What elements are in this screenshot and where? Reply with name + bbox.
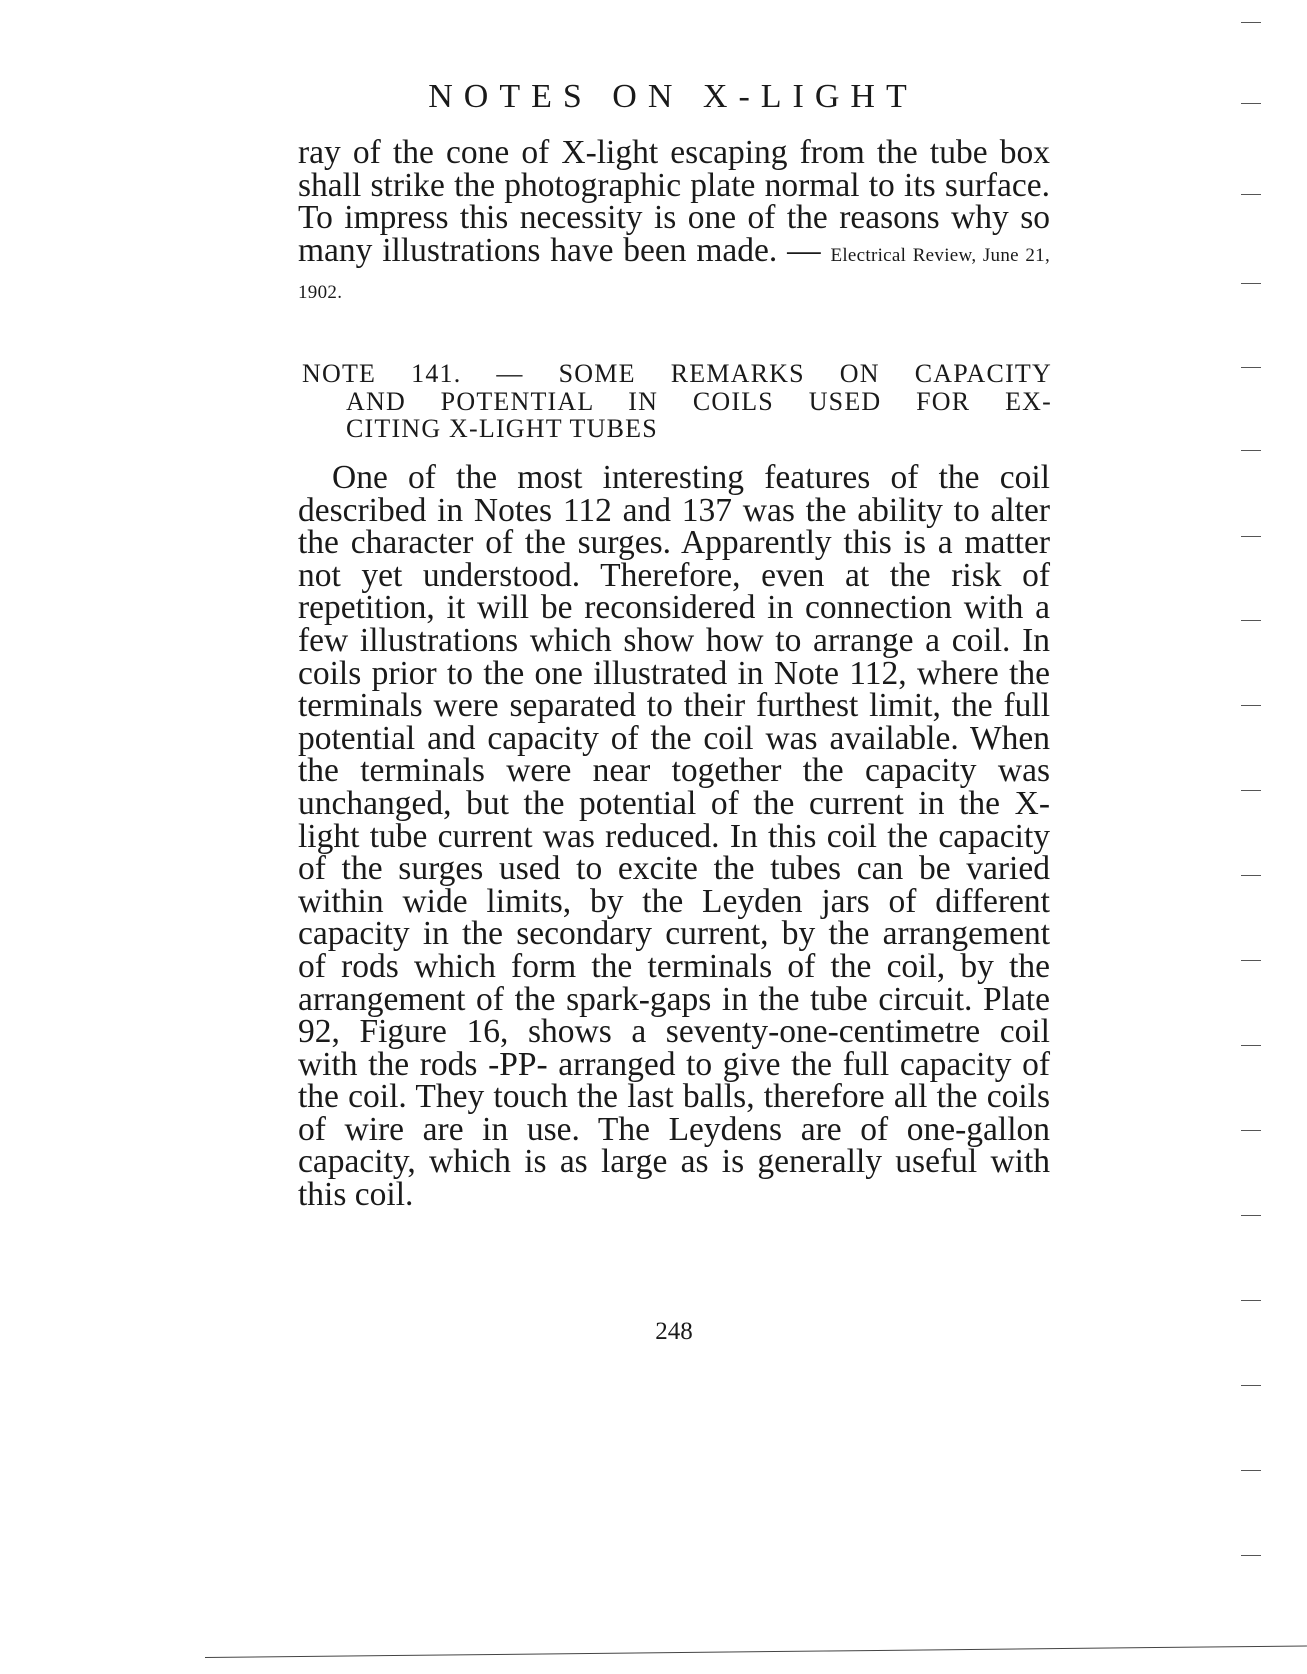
margin-tick	[1241, 1215, 1261, 1216]
margin-tick	[1241, 103, 1261, 104]
bottom-rule	[205, 1645, 1307, 1658]
margin-tick	[1241, 194, 1261, 195]
note-heading-line-1: NOTE 141. — SOME REMARKS ON CAPACITY	[302, 359, 1052, 388]
margin-tick	[1241, 1470, 1261, 1471]
top-paragraph-text: ray of the cone of X-light escaping from the tube box shall strike the photographic plate normal to its surface. To impress this necessity is one of the reasons why so many illustrations have been made. —	[298, 134, 1050, 269]
note-heading	[302, 360, 1052, 443]
note-heading-line-3: CITING X-LIGHT TUBES	[346, 414, 658, 443]
margin-tick	[1241, 790, 1261, 791]
margin-tick	[1241, 705, 1261, 706]
margin-tick	[1241, 450, 1261, 451]
margin-tick	[1241, 960, 1261, 961]
margin-tick	[1241, 620, 1261, 621]
body-paragraph: One of the most interesting features of the coil described in Notes 112 and 137 was the ability to alter the character of the surges. Apparently this is a matter not yet understood. Therefore, even at the risk of repetition, it will be reconsidered in connection with a few illustrations which show how to arrange a coil. In coils prior to the one illustrated in Note 112, where the terminals were separated to their furthest limit, the full potential and capacity of the coil was available. When the terminals were near together the capacity was unchanged, but the potential of the current in the X-light tube current was reduced. In this coil the capacity of the surges used to excite the tubes can be varied within wide limits, by the Leyden jars of different capacity in the secondary current, by the arrangement of rods which form the terminals of the coil, by the arrangement of the spark-gaps in the tube circuit. Plate 92, Figure 16, shows a seventy-one-centimetre coil with the rods -PP- arranged to give the full capacity of the coil. They touch the last balls, therefore all the coils of wire are in use. The Leydens are of one-gallon capacity, which is as large as is generally useful with this coil.	[298, 459, 1050, 1214]
margin-tick	[1241, 283, 1261, 284]
margin-tick	[1241, 1130, 1261, 1131]
page-number: 248	[655, 1318, 693, 1345]
margin-tick	[1241, 1300, 1261, 1301]
running-head: NOTES ON X-LIGHT	[428, 78, 918, 115]
margin-tick	[1241, 1385, 1261, 1386]
citation: Electrical Review, June 21, 1902.	[298, 244, 1051, 304]
margin-tick	[1241, 1045, 1261, 1046]
margin-tick	[1241, 22, 1261, 23]
margin-tick	[1241, 1555, 1261, 1556]
margin-tick	[1241, 536, 1261, 537]
margin-tick	[1241, 875, 1261, 876]
note-heading-line-2: AND POTENTIAL IN COILS USED FOR EX-	[346, 386, 1052, 416]
top-paragraph	[298, 134, 1051, 310]
margin-tick	[1241, 367, 1261, 368]
